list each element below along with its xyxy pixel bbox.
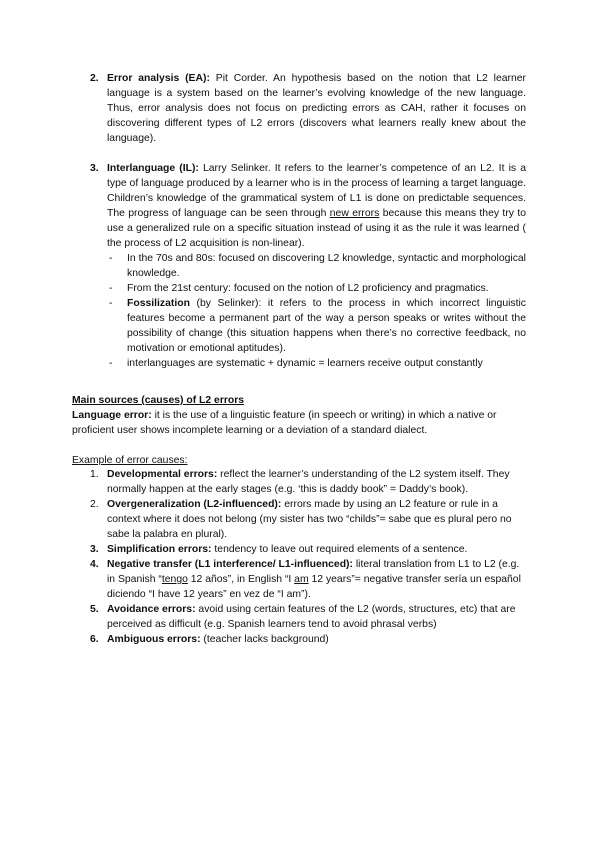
list-item (90, 602, 526, 632)
language-error-text: it is the use of a linguistic feature (in speech or writing) in which a native or proficient user shows incomplete learning or a deviation of a standard dialect. (72, 410, 497, 436)
item-body (107, 542, 526, 557)
list-item (90, 557, 526, 602)
underlined-word: tengo (161, 574, 188, 585)
dash-marker: - (109, 253, 113, 264)
section-error-analysis (90, 71, 526, 146)
dash-marker: - (109, 358, 113, 369)
item-label: Developmental errors: (107, 469, 218, 480)
list-item-text: (by Selinker): it refers to the process in which incorrect linguistic features become a permanent part of the way a person speaks or writes without the possibility of change (this situation happens when there’s no corrective feedback, no motivation or emotional aptitudes). (127, 298, 526, 354)
item-body (107, 467, 526, 497)
list-item-text: In the 70s and 80s: focused on discovering L2 knowledge, syntactic and morphological knowledge. (127, 253, 526, 279)
item-text: (teacher lacks background) (200, 634, 329, 645)
item-body (107, 497, 526, 542)
item-label: Simplification errors: (107, 544, 212, 555)
item-label: Overgeneralization (L2-influenced): (107, 499, 282, 510)
section-title: Error analysis (EA): (107, 73, 210, 84)
list-item (90, 542, 526, 557)
section-text: Larry Selinker. It refers to the learner’s competence of an L2. It is a type of language produced by a learner who is in the process of learning a target language. Children’s knowledge of the grammatical system of L1 is done on predictable sequences. The progress of language can be seen through (107, 163, 526, 219)
underlined-phrase: new errors (329, 208, 380, 219)
main-sources-heading: Main sources (causes) of L2 errors (72, 395, 245, 406)
section-body (107, 161, 526, 251)
section-text: Pit Corder. An hypothesis based on the notion that L2 learner language is a system based on the learner’s evolving knowledge of the new language. Thus, error analysis does not focus on predicting errors as CAH, rather it focuses on discovering different types of L2 errors (discovers what learners really knew about the language). (107, 73, 527, 144)
item-number: 6. (90, 634, 99, 645)
section-body (107, 71, 526, 146)
section-title: Interlanguage (IL): (107, 163, 199, 174)
list-item (109, 281, 526, 296)
item-body (107, 602, 526, 632)
dash-marker: - (109, 283, 113, 294)
item-number: 1. (90, 469, 99, 480)
item-text: 12 years”= negative transfer sería un español diciendo “I have 12 years” en vez de “I am”). (107, 574, 521, 600)
item-label: Negative transfer (L1 interference/ L1-influenced): (107, 559, 353, 570)
item-number: 2. (90, 499, 99, 510)
item-text: 12 años”, in English “I (187, 574, 295, 585)
section-number: 3. (90, 163, 99, 174)
section-text-continued: because this means they try to use a generalized rule on a specific situation instead of using it as the rule it was learned ( the process of L2 acquisition is non-linear). (107, 208, 527, 249)
list-item (109, 251, 526, 281)
language-error-definition (72, 408, 526, 438)
section-number: 2. (90, 73, 99, 84)
list-item-text: interlanguages are systematic + dynamic = learners receive output constantly (127, 358, 483, 369)
term-fossilization: Fossilization (127, 298, 190, 309)
list-item (90, 467, 526, 497)
error-causes-list (90, 467, 526, 647)
underlined-word: am (294, 574, 309, 585)
item-number: 5. (90, 604, 99, 615)
item-text: literal translation from L1 to L2 (e.g. in Spanish “ (107, 559, 520, 585)
item-label: Avoidance errors: (107, 604, 196, 615)
list-item (109, 356, 526, 371)
interlanguage-bullets (90, 251, 526, 371)
item-body (107, 557, 526, 602)
list-item-text: From the 21st century: focused on the notion of L2 proficiency and pragmatics. (127, 283, 489, 294)
item-label: Ambiguous errors: (107, 634, 201, 645)
item-text: tendency to leave out required elements of a sentence. (211, 544, 468, 555)
list-item (109, 296, 526, 356)
item-text: errors made by using an L2 feature or rule in a context where it does not belong (my sister has two “childs”= sabe que es plural pero no sabe la palabra en plural). (107, 499, 512, 540)
list-item (90, 632, 526, 647)
language-error-label: Language error: (72, 410, 152, 421)
item-number: 4. (90, 559, 99, 570)
dash-marker: - (109, 298, 113, 309)
item-body (107, 632, 526, 647)
item-number: 3. (90, 544, 99, 555)
examples-title: Example of error causes: (72, 455, 188, 466)
item-text: reflect the learner’s understanding of the L2 system itself. They normally happen at the early stages (e.g. ‘this is daddy book” = Daddy’s book). (107, 469, 510, 495)
section-interlanguage (90, 161, 526, 371)
item-text: avoid using certain features of the L2 (words, structures, etc) that are perceived as difficult (e.g. Spanish learners tend to avoid phrasal verbs) (107, 604, 516, 630)
list-item (90, 497, 526, 542)
